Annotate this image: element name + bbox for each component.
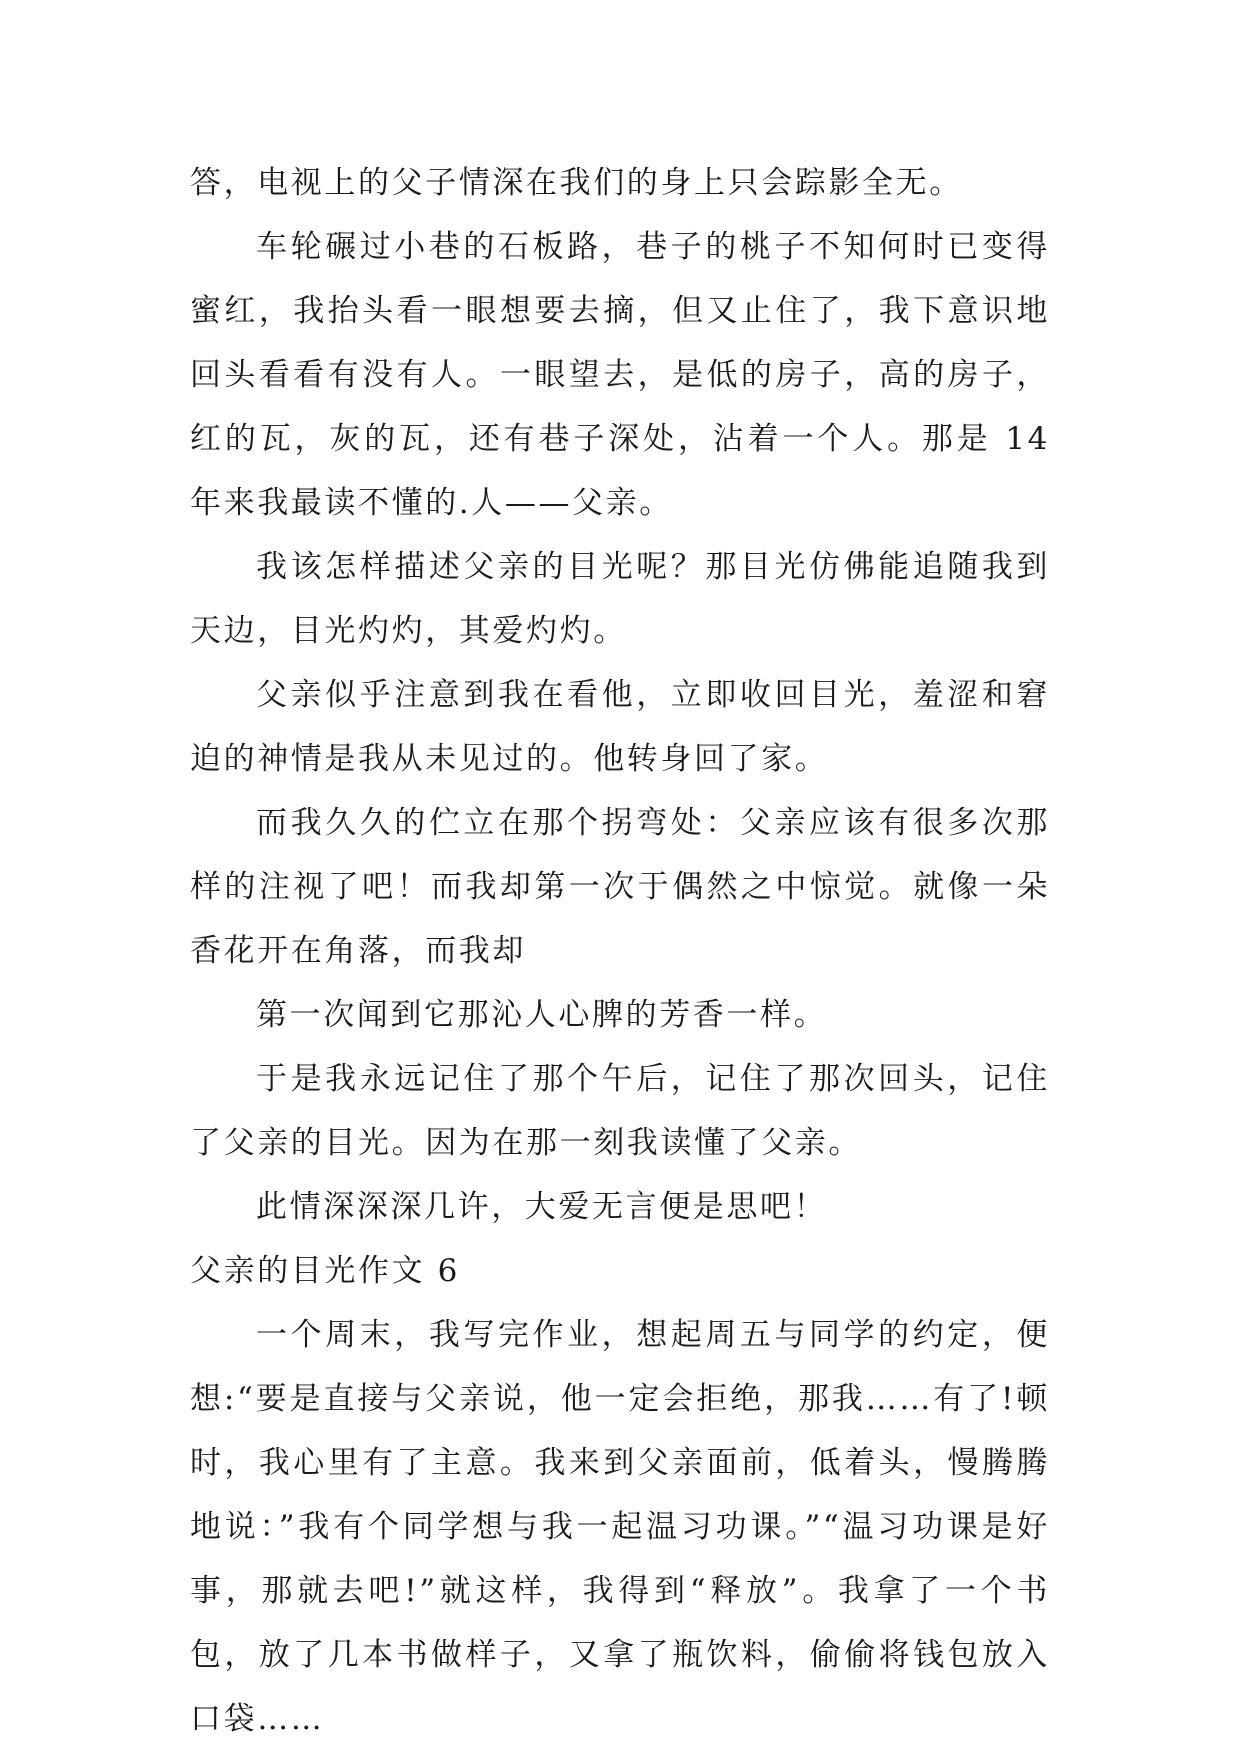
paragraph: 于是我永远记住了那个午后，记住了那次回头，记住了父亲的目光。因为在那一刻我读懂了父亲。 (190, 1061, 1050, 1161)
paragraph: 而我久久的伫立在那个拐弯处：父亲应该有很多次那样的注视了吧！而我却第一次于偶然之中惊觉。就像一朵香花开在角落，而我却 (190, 805, 1050, 969)
section-heading: 父亲的目光作文 6 (190, 1253, 460, 1289)
paragraph: 父亲似乎注意到我在看他，立即收回目光，羞涩和窘迫的神情是我从未见过的。他转身回了家。 (190, 677, 1050, 777)
paragraph: 车轮碾过小巷的石板路，巷子的桃子不知何时已变得蜜红，我抬头看一眼想要去摘，但又止住了，我下意识地回头看看有没有人。一眼望去，是低的房子，高的房子，红的瓦，灰的瓦，还有巷子深处，沾着一个人。那是 14 年来我最读不懂的.人——父亲。 (190, 229, 1050, 521)
paragraph: 一个周末，我写完作业，想起周五与同学的约定，便想:“要是直接与父亲说，他一定会拒绝，那我……有了!顿时，我心里有了主意。我来到父亲面前，低着头，慢腾腾地说：”我有个同学想与我一起温习功课。”“温习功课是好事，那就去吧!”就这样，我得到“释放”。我拿了一个书包，放了几本书做样子，又拿了瓶饮料，偷偷将钱包放入口袋…… (190, 1317, 1050, 1737)
paragraph: 此情深深深几许，大爱无言便是思吧！ (256, 1189, 828, 1225)
document-page (190, 151, 1050, 1751)
paragraph: 我该怎样描述父亲的目光呢？那目光仿佛能追随我到天边，目光灼灼，其爱灼灼。 (190, 549, 1050, 649)
paragraph: 答，电视上的父子情深在我们的身上只会踪影全无。 (190, 165, 963, 201)
paragraph: 第一次闻到它那沁人心脾的芳香一样。 (256, 997, 828, 1033)
